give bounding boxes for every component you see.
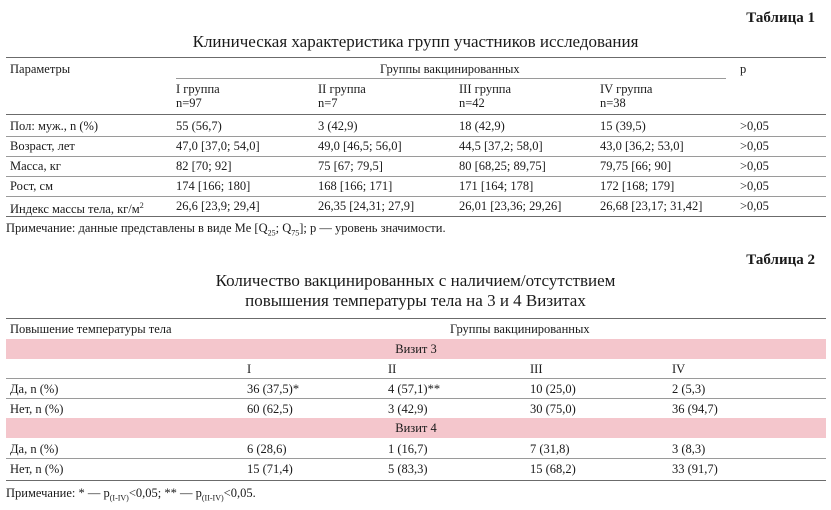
- table1-row-label-text: Индекс массы тела, кг/м: [10, 202, 140, 217]
- table1-cell: 18 (42,9): [459, 119, 505, 133]
- table1-cell: 15 (39,5): [600, 119, 646, 133]
- table1-p-value: >0,05: [740, 199, 769, 213]
- visit4-heading: Визит 4: [395, 421, 437, 435]
- table1-row-rule: [6, 136, 826, 137]
- table2-bottom-rule: [6, 480, 826, 481]
- table1-cell: 80 [68,25; 89,75]: [459, 159, 546, 173]
- table1-cell: 3 (42,9): [318, 119, 358, 133]
- table1-p-value: >0,05: [740, 179, 769, 193]
- table2-cell: 4 (57,1)**: [388, 382, 441, 396]
- table1-group3-n: n=42: [459, 96, 485, 110]
- table2-col-header: III: [530, 362, 543, 376]
- table2-row-label: Да, n (%): [10, 442, 59, 456]
- table1-note-a: Примечание: данные представлены в виде Me [Q: [6, 221, 268, 235]
- table1-row-label: Пол: муж., n (%): [10, 119, 99, 133]
- table2-cell: 33 (91,7): [672, 462, 718, 476]
- table1-note-c: ]; p — уровень значимости.: [299, 221, 446, 235]
- table1-top-rule: [6, 57, 826, 58]
- table1-header-rule: [6, 114, 826, 115]
- table1-group2-n: n=7: [318, 96, 338, 110]
- table1-bottom-rule: [6, 216, 826, 217]
- table2-cell: 7 (31,8): [530, 442, 570, 456]
- table2-note-c: <0,05.: [223, 486, 256, 500]
- table1-header-p: p: [740, 62, 747, 76]
- table1-cell: 44,5 [37,2; 58,0]: [459, 139, 543, 153]
- table2-cell: 3 (42,9): [388, 402, 428, 416]
- table2-cell: 6 (28,6): [247, 442, 287, 456]
- table1-cell: 82 [70; 92]: [176, 159, 232, 173]
- table1-note-b: ; Q: [275, 221, 292, 235]
- table2-cell: 36 (94,7): [672, 402, 718, 416]
- table1-row-label: Возраст, лет: [10, 139, 75, 153]
- table1-row-label: Масса, кг: [10, 159, 61, 173]
- table2-cell: 2 (5,3): [672, 382, 706, 396]
- table1-cell: 26,35 [24,31; 27,9]: [318, 199, 415, 213]
- table1-cell: 55 (56,7): [176, 119, 222, 133]
- table2-row-label: Нет, n (%): [10, 462, 64, 476]
- table2-cell: 60 (62,5): [247, 402, 293, 416]
- table2-row-label: Да, n (%): [10, 382, 59, 396]
- table1-cell: 43,0 [36,2; 53,0]: [600, 139, 684, 153]
- table1-cell: 79,75 [66; 90]: [600, 159, 672, 173]
- table1-note-sub1: 25: [267, 228, 276, 238]
- table1-cell: 174 [166; 180]: [176, 179, 251, 193]
- table2-note: [6, 486, 256, 506]
- table1-row-label: Рост, см: [10, 179, 53, 193]
- table2-cell: 15 (68,2): [530, 462, 576, 476]
- table2-col-header: I: [247, 362, 252, 376]
- table2-label: Таблица 2: [746, 252, 815, 268]
- table2-cell: 5 (83,3): [388, 462, 428, 476]
- table1-cell: 47,0 [37,0; 54,0]: [176, 139, 260, 153]
- table2-row-rule: [6, 398, 826, 399]
- table2-note-a: Примечание: * — p: [6, 486, 110, 500]
- table2-col-header: IV: [672, 362, 686, 376]
- table1-groups-rule: [176, 78, 726, 79]
- table2-row-rule: [6, 378, 826, 379]
- table2-note-sub1: (I-IV): [109, 493, 129, 503]
- table1-label: Таблица 1: [746, 10, 815, 26]
- visit3-heading: Визит 3: [395, 342, 437, 356]
- table2-cell: 30 (75,0): [530, 402, 576, 416]
- table1-header-groups: Группы вакцинированных: [380, 62, 520, 76]
- table1-header-params: Параметры: [10, 62, 71, 76]
- table2-cell: 36 (37,5)*: [247, 382, 300, 396]
- table1-p-value: >0,05: [740, 159, 769, 173]
- table1-cell: 49,0 [46,5; 56,0]: [318, 139, 402, 153]
- table1-group4-name: IV группа: [600, 82, 653, 96]
- table1-row-rule: [6, 196, 826, 197]
- table1-group4-n: n=38: [600, 96, 626, 110]
- table1-p-value: >0,05: [740, 139, 769, 153]
- table1-row-label: [10, 199, 144, 216]
- table1-p-value: >0,05: [740, 119, 769, 133]
- table1-cell: 75 [67; 79,5]: [318, 159, 383, 173]
- table1-cell: 168 [166; 171]: [318, 179, 393, 193]
- table1-group3-name: III группа: [459, 82, 512, 96]
- table2-col-header: II: [388, 362, 397, 376]
- table1-group1-n: n=97: [176, 96, 202, 110]
- table1-cell: 172 [168; 179]: [600, 179, 675, 193]
- table1-cell: 26,6 [23,9; 29,4]: [176, 199, 260, 213]
- table2-cell: 15 (71,4): [247, 462, 293, 476]
- table1-note-sub2: 75: [291, 228, 300, 238]
- table2-row-label: Нет, n (%): [10, 402, 64, 416]
- table1-cell: 171 [164; 178]: [459, 179, 534, 193]
- table2-note-b: <0,05; ** — p: [128, 486, 202, 500]
- table1-cell: 26,01 [23,36; 29,26]: [459, 199, 562, 213]
- table2-title-line2: повышения температуры тела на 3 и 4 Визитах: [245, 291, 586, 310]
- table2-header-param: Повышение температуры тела: [10, 322, 172, 336]
- table2-top-rule: [6, 318, 826, 319]
- table1-title: Клиническая характеристика групп участников исследования: [192, 32, 639, 51]
- table2-note-sub2: (II-IV): [201, 493, 224, 503]
- table1-cell: 26,68 [23,17; 31,42]: [600, 199, 703, 213]
- table2-cell: 10 (25,0): [530, 382, 576, 396]
- table1-group1-name: I группа: [176, 82, 220, 96]
- table2-title-line1: Количество вакцинированных с наличием/отсутствием: [215, 271, 616, 290]
- table1-row-rule: [6, 156, 826, 157]
- table2-cell: 1 (16,7): [388, 442, 428, 456]
- table1-group2-name: II группа: [318, 82, 366, 96]
- table1-row-label-sup: 2: [139, 201, 144, 210]
- table1-row-rule: [6, 176, 826, 177]
- table1-note: [6, 221, 446, 241]
- table2-cell: 3 (8,3): [672, 442, 706, 456]
- table2-row-rule: [6, 458, 826, 459]
- table2-header-groups: Группы вакцинированных: [450, 322, 590, 336]
